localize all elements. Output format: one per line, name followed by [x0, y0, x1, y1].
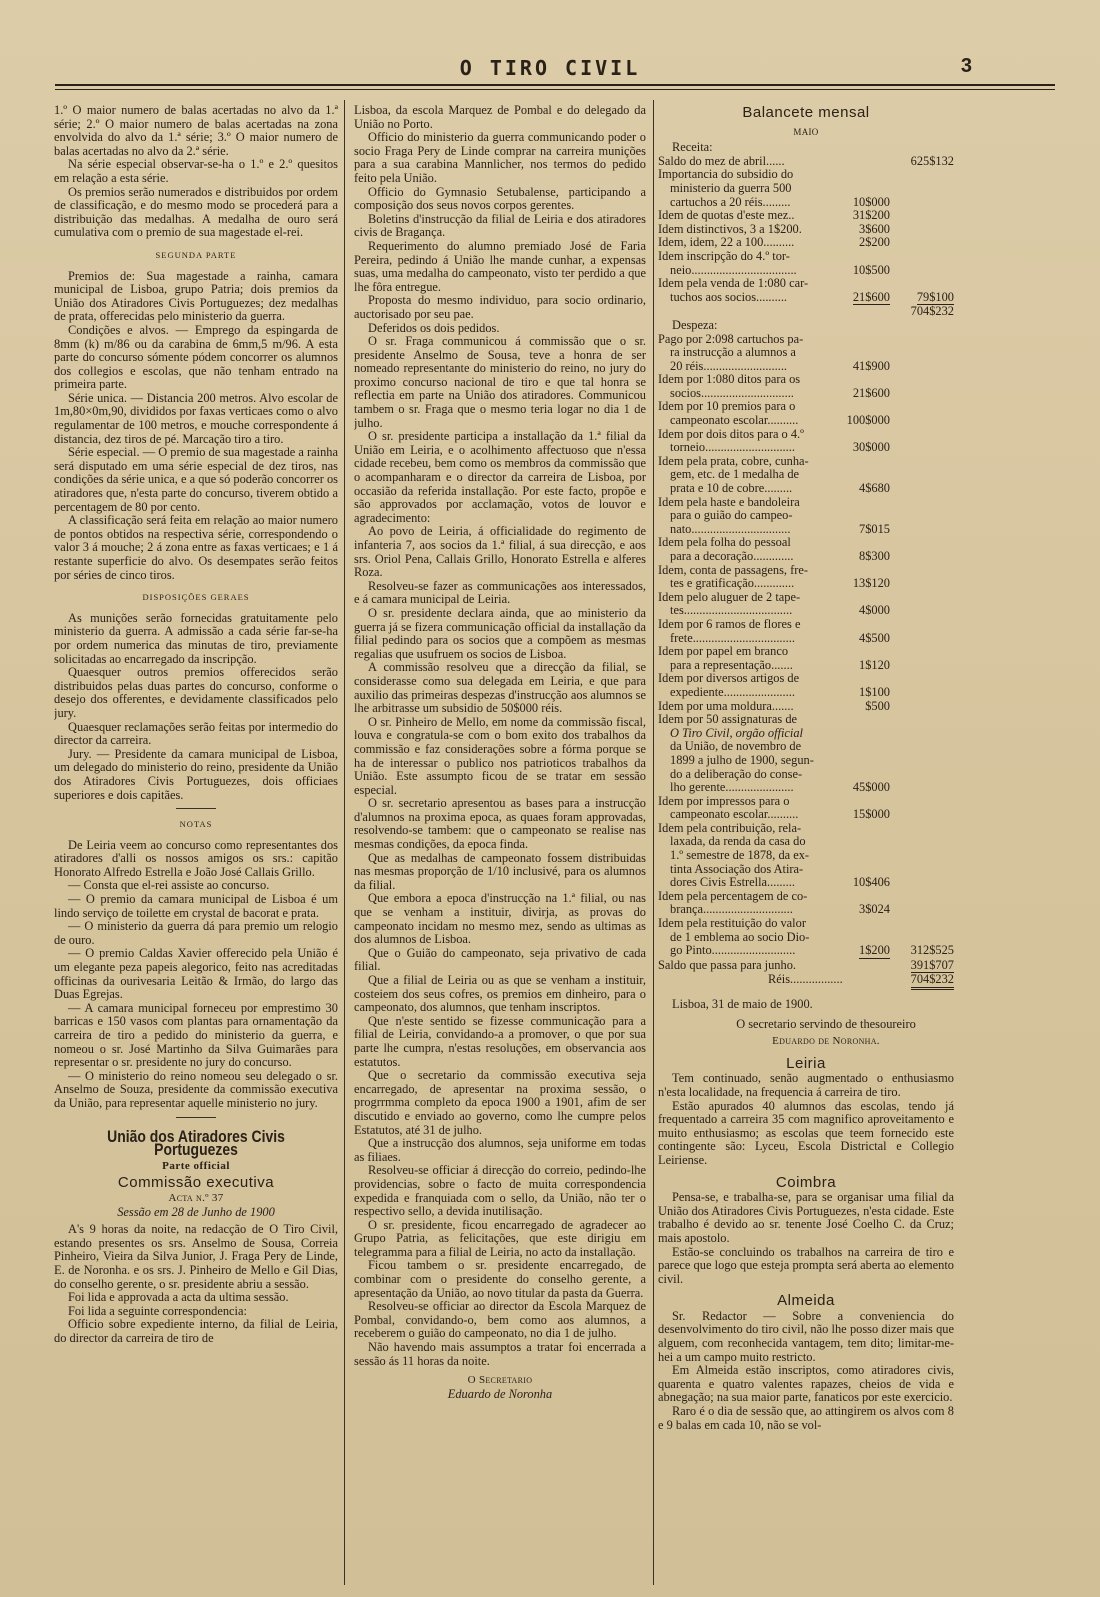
ledger-row: Idem por papel em branco: [658, 645, 789, 659]
paragraph: Officio sobre expediente interno, da filial de Leiria, do director da carreira de tiro de: [54, 1317, 338, 1345]
ledger-row: Idem pela percentagem de co-: [658, 889, 808, 903]
paragraph: — A camara municipal forneceu por emprestimo 30 barricas e 150 vasos com plantas para ornamentação da carreira de tiro a pedido do ministerio da guerra, e nomeou o sr. José Martinho da Silva Guimarães para representar o sr. presidente no jury do concurso.: [54, 1000, 338, 1070]
ledger-row: laxada, da renda da casa do: [670, 835, 806, 849]
ledger-row: para a representação....... 1$120: [670, 657, 890, 672]
ledger-row: Idem por impressos para o: [658, 794, 790, 808]
paragraph: Que a filial de Leiria ou as que se venham a instituir, costeiem dos seus cofres, os premios em dinheiro, para o campeonato, dos alumnos, que tenham inscriptos.: [354, 973, 646, 1015]
divider: [176, 808, 216, 809]
ledger-row: nato................................ 7$015: [670, 521, 890, 536]
acta-number: Acta n.º 37: [168, 1191, 224, 1204]
ledger-row: 1899 a julho de 1900, segun-: [670, 753, 814, 767]
paragraph: Que o Guião do campeonato, seja privativo de cada filial.: [354, 945, 646, 974]
month-heading: MAIO: [793, 126, 819, 137]
paragraph: Resolveu-se officiar ao director da Escola Marquez de Pombal, convidando-o, bem como aos alumnos, a receberem o guião do campeonato, no dia 1 de julho.: [354, 1299, 646, 1341]
paragraph: O sr. presidente, ficou encarregado de agradecer ao Grupo Patria, as felicitações, que este dirigiu em telegramma para a filial de Leiria, no acto da installação.: [354, 1217, 646, 1259]
paragraph: Que as medalhas de campeonato fossem distribuidas nas mesmas proporção de 1/10 inclusivé, para os alumnos da filial.: [354, 850, 646, 892]
ledger-row: expediente....................... 1$100: [670, 684, 890, 699]
ledger-row: para o guião do campeo-: [670, 509, 793, 523]
paragraph: De Leiria veem ao concurso como representantes dos atiradores d'alli os nossos amigos os srs.: capitão Honorato Alfredo Estrella e João José Callais Grillo.: [54, 837, 338, 879]
ledger-row: Idem por uma moldura....... $500: [658, 698, 890, 713]
paragraph: Ficou tambem o sr. presidente encarregado, de combinar com o presidente do conselho gerente, a apresentação da União, ao novo titular da pasta da Guerra.: [354, 1258, 646, 1300]
ledger-row: brança............................. 3$024: [670, 902, 890, 917]
signature-name: Eduardo de Noronha: [447, 1386, 553, 1401]
paragraph: Foi lida e approvada a acta da ultima sessão.: [68, 1290, 289, 1305]
paragraph: Os premios serão numerados e distribuidos por ordem de classificação, e do mesmo modo se procederá para a distribuição das medalhas. A medalha de ouro será cumulativa com o premio de sua magestade el-rei.: [54, 184, 338, 240]
ledger-row: Idem por dois ditos para o 4.º: [658, 427, 804, 441]
section-heading-coimbra: Coimbra: [775, 1173, 837, 1191]
paragraph: O sr. presidente participa a installação da 1.ª filial da União em Leiria, e o acolhimento affectuoso que n'essa cidade recebeu, bem como os membros da commissão que o acompanharam e o director da carreira de Lisboa, por occasião da referida installação. Por este facto, propõe e são approvados por acclamação, votos de louvor e agradecimento:: [354, 429, 646, 525]
paragraph: Resolveu-se fazer as communicações aos interessados, e á camara municipal de Leiria.: [354, 578, 646, 607]
ledger-row: tes e gratificação............. 13$120: [670, 576, 890, 591]
paragraph: Condições e alvos. — Emprego da espingarda de 8mm (k) m/86 ou da carabina de 6mm,5 m/96. A esta parte do concurso sómente pódem concorrer os alumnos dos collegios e escolas, que não tenham entrado na primeira parte.: [54, 322, 338, 392]
ledger-row: da União, de novembro de: [670, 740, 802, 754]
ledger-row: dores Civis Estrella......... 10$406: [670, 875, 890, 890]
paragraph: Requerimento do alumno premiado José de Faria Pereira, pedindo á União lhe mande cunhar, a expensas suas, uma medalha do campeonato, visto ter perdido a que lhe fôra entregue.: [354, 238, 646, 294]
ledger-row: Idem pela venda de 1:080 car-: [658, 277, 809, 291]
paragraph: Tem continuado, senão augmentado o enthusiasmo n'esta localidade, na frequencia á carreira de tiro.: [658, 1071, 954, 1099]
ledger-row: Idem por diversos artigos de: [658, 672, 800, 686]
paragraph: — O premio Caldas Xavier offerecido pela União é um elegante peza papeis alegorico, feito nas acreditadas officinas da ourivesaria Leitão & Irmão, do largo das Duas Egrejas.: [54, 946, 338, 1002]
ledger-row: ministerio da guerra 500: [670, 181, 792, 195]
divider: [176, 1117, 216, 1118]
ledger-row: gem, etc. de 1 medalha de: [670, 468, 800, 482]
treasurer-line: O secretario servindo de thesoureiro: [736, 1016, 916, 1031]
ledger-row: tuchos aos socios.......... 21$600 79$100: [670, 289, 954, 304]
paragraph: Foi lida a seguinte correspondencia:: [68, 1303, 247, 1318]
paragraph: Em Almeida estão inscriptos, como atiradores civis, quarenta e quatro valentes rapazes, cheios de vida e abnegação; na sua maior parte, fanaticos por este exercicio.: [658, 1363, 954, 1405]
ledger-row: lho gerente...................... 45$000: [670, 780, 890, 795]
ledger-row: neio.................................. 10$500: [670, 262, 890, 277]
signature-title: O Secretario: [467, 1374, 533, 1387]
ledger-row: 1.º semestre de 1878, da ex-: [670, 849, 810, 863]
paragraph: 1.º O maior numero de balas acertadas no alvo da 1.ª série; 2.º O maior numero de balas acertadas na zona envolvida do alvo da 1.ª série; 3.º O maior numero de balas acertadas no alvo da 2.ª série.: [54, 104, 338, 158]
ledger-row: Importancia do subsidio do: [658, 168, 794, 182]
paragraph: Pensa-se, e trabalha-se, para se organisar uma filial da União dos Atiradores Civis Portuguezes, n'esta cidade. Este trabalho é devido ao sr. tenente José Coelho C. da Cruz; mais apostolo.: [658, 1190, 954, 1245]
paragraph: Não havendo mais assumptos a tratar foi encerrada a sessão ás 11 horas da noite.: [354, 1340, 646, 1368]
section-heading: DISPOSIÇÕES GERAES: [142, 592, 250, 603]
header-rule-thin: [55, 89, 1055, 90]
paragraph: Raro é o dia de sessão que, ao attingirem os alvos com 8 e 9 balas em cada 10, não se vol-: [658, 1404, 954, 1432]
section-heading-almeida: Almeida: [777, 1292, 835, 1310]
paragraph: Officio do ministerio da guerra communicando poder o socio Fraga Pery de Linde comprar na carreira munições para a sua carabina Mannlicher, nos termos do pedido feito pela União.: [354, 130, 646, 185]
paragraph: Premios de: Sua magestade a rainha, camara municipal de Lisboa, grupo Patria; dois premios da União dos Atiradores Civis Portuguezes; dez medalhas de prata, offerecidas pelo ministerio da guerra.: [54, 268, 338, 324]
ledger-row: Idem pela folha do pessoal: [658, 536, 791, 550]
paragraph: Officio do Gymnasio Setubalense, participando a composição dos seus novos corpos gerentes.: [354, 184, 646, 213]
paragraph: Que o secretario da commissão executiva seja encarregado, de apresentar na proxima sessão, o progrrmma completo da epoca 1900 a 1901, afim de ser discutido e enviado ao governo, como lhe cumpre pelos Estatutos, até 31 de julho.: [354, 1068, 646, 1137]
paragraph: O sr. secretario apresentou as bases para a instrucção d'alumnos na proxima epoca, as quaes foram approvadas, resolvendo-se tambem: que o campeonato se realise nas mesmas condições, da epoca finda.: [354, 796, 646, 852]
section-heading-leiria: Leiria: [786, 1054, 826, 1072]
ledger-row: cartuchos a 20 réis......... 10$000: [670, 194, 890, 209]
ledger-row: Idem pela haste e bandoleira: [658, 495, 800, 509]
balancete-heading: Balancete mensal: [742, 104, 870, 121]
column-2: [354, 104, 646, 1584]
paragraph: O sr. Fraga communicou á commissão que o sr. presidente Anselmo de Sousa, teve a honra de ser nomeado representante do ministerio do reino, no jury do proximo concurso nacional de tiro e que tal honra se reflectia em parte na União dos atiradores. Communicou tambem o sr. Fraga que o mesmo teria logar no dia 1 de julho.: [354, 334, 646, 430]
ledger-row: para a decoração............. 8$300: [670, 549, 890, 563]
paragraph: — O ministerio do reino nomeou seu delegado o sr. Anselmo de Souza, presidente da commissão executiva da União, para representar aquelle ministerio no jury.: [54, 1068, 338, 1110]
column-divider: [344, 100, 345, 1585]
ledger-row: Idem inscripção do 4.º tor-: [658, 249, 790, 263]
ledger-row: Idem pelo aluguer de 2 tape-: [658, 590, 801, 604]
paragraph: Boletins d'instrucção da filial de Leiria e dos atiradores civis de Bragança.: [354, 211, 646, 240]
paragraph: Jury. — Presidente da camara municipal de Lisboa, um delegado do ministerio do reino, presidente da União dos Atiradores Civis Portuguezes, dois officiaes superiores e dois capitães.: [54, 746, 338, 802]
despeza-label: Despeza:: [672, 317, 718, 332]
paragraph: Estão apurados 40 alumnos das escolas, tendo já frequentado a carreira 35 com magnifico aproveitamento e muito enthusiasmo; as escolas que teem fornecido este contingente são: Lyceu, Escola Districtal e Collegio Leiriense.: [658, 1098, 954, 1167]
ledger-row: torneio............................. 30$000: [670, 440, 890, 455]
ledger-row: do a deliberação do conse-: [670, 767, 803, 781]
ledger-row: Idem por 6 ramos de flores e: [658, 617, 801, 631]
ledger-row: O Tiro Civil, orgão official: [670, 726, 803, 740]
column-3: [658, 104, 954, 1584]
ledger-row: Idem, idem, 22 a 100.......... 2$200: [658, 235, 890, 250]
paragraph: Estão-se concluindo os trabalhos na carreira de tiro e parece que logo que esteja prompta será aberta ao elemento civil.: [658, 1244, 954, 1286]
ledger-row: ra instrucção a alumnos a: [670, 346, 796, 360]
paragraph: Quaesquer reclamações serão feitas por intermedio do director da carreira.: [54, 719, 338, 748]
paragraph: Lisboa, da escola Marquez de Pombal e do delegado da União no Porto.: [354, 104, 646, 131]
ledger-row: Idem por 1:080 ditos para os: [658, 373, 801, 387]
ledger-row: socios.............................. 21$600: [670, 385, 890, 400]
ledger-row: frete................................. 4$500: [670, 630, 890, 645]
column-divider: [653, 100, 654, 1585]
ledger-row: 20 réis........................... 41$900: [670, 358, 890, 373]
treasurer-name: Eduardo de Noronha.: [772, 1035, 880, 1048]
ledger-row: Idem pela contribuição, rela-: [658, 821, 802, 835]
paragraph: — Consta que el-rei assiste ao concurso.: [68, 878, 270, 893]
header-rule: [55, 84, 1055, 86]
paragraph: Proposta do mesmo individuo, para socio ordinario, auctorisado por seu pae.: [354, 293, 646, 321]
column-1: [54, 104, 338, 1584]
ledger-row: go Pinto........................... 1$200 312$525: [670, 943, 954, 958]
ledger-row: Saldo do mez de abril...... 625$132: [658, 153, 954, 168]
paragraph: A's 9 horas da noite, na redacção de O Tiro Civil, estando presentes os srs. Anselmo de Sousa, Correia Pinheiro, Vieira da Silva Junior, J. Fraga Pery de Linde, E. de Noronha. e os srs. J. Pinheiro de Mello e Gil Dias, do conselho gerente, o sr. presidente abriu a sessão.: [54, 1222, 338, 1291]
article-subheading: Commissão executiva: [117, 1174, 275, 1192]
paragraph: — O premio da camara municipal de Lisboa é um lindo serviço de toilette em crystal de bacorat e prata.: [54, 892, 338, 920]
ledger-row: Idem por 10 premios para o: [658, 400, 796, 414]
article-subheading: Parte official: [162, 1159, 230, 1172]
section-heading: SEGUNDA PARTE: [155, 249, 237, 260]
paragraph: Que n'este sentido se fizesse communicação para a filial de Leiria, convidando-a a promover, o que por sua parte lhe cumpra, n'estas resoluções, em observancia aos estatutos.: [354, 1013, 646, 1069]
paragraph: A classificação será feita em relação ao maior numero de pontos obtidos na respectiva série, correspondendo o valor 3 á mouche; 2 á zona entre as faxas verticaes; e 1 á restante superficie do alvo. Os desempates serão feitos por séries de cinco tiros.: [54, 513, 338, 582]
section-heading: NOTAS: [179, 819, 213, 830]
ledger-row: tinta Associação dos Atira-: [670, 862, 804, 876]
ledger-row: Idem pela prata, cobre, cunha-: [658, 454, 809, 468]
newspaper-title: O TIRO CIVIL: [459, 56, 641, 80]
ledger-row: Idem de quotas d'este mez.. 31$200: [658, 208, 890, 223]
ledger-row: Réis................. 704$232: [658, 973, 954, 990]
receita-label: Receita:: [672, 140, 713, 155]
article-heading: União dos Atiradores Civis Portuguezes: [107, 1126, 285, 1160]
ledger-row: Idem pela restituição do valor: [658, 917, 806, 931]
ledger-row: Idem, conta de passagens, fre-: [658, 563, 809, 577]
paragraph: Quaesquer outros premios offerecidos serão distribuidos pelas duas partes do concurso, conforme o desejo dos offerentes, e devidamente classificados pelo jury.: [54, 665, 338, 720]
paragraph: Ao povo de Leiria, á officialidade do regimento de infanteria 7, aos socios da 1.ª filial, á sua direcção, e aos srs. Oriol Pena, Callais Grillo, Honorato Estrella e alferes Roza.: [354, 524, 646, 580]
paragraph: O sr. presidente declara ainda, que ao ministerio da guerra já se fizera communicação official da installação da filial pedindo para os socios que a compõem as mesmas regalias que usufruem os socios de Lisboa.: [354, 605, 646, 661]
page-number: 3: [960, 55, 972, 77]
paragraph: Na série especial observar-se-ha o 1.º e 2.º quesitos em relação a esta série.: [54, 157, 338, 185]
session-date: Sessão em 28 de Junho de 1900: [117, 1204, 275, 1219]
ledger-row: Idem distinctivos, 3 a 1$200. 3$600: [658, 221, 890, 236]
ledger-date: Lisboa, 31 de maio de 1900.: [672, 997, 813, 1011]
paragraph: Que a instrucção dos alumnos, seja uniforme em todas as filiaes.: [354, 1136, 646, 1164]
ledger-row: Idem por 50 assignaturas de: [658, 713, 798, 727]
paragraph: As munições serão fornecidas gratuitamente pelo ministerio da guerra. A admissão a cada série far-se-ha por ordem numerica das minutas de tiro, previamente solicitadas ao encarregado da inscripção.: [54, 610, 338, 666]
paragraph: Deferidos os dois pedidos.: [368, 320, 500, 335]
ledger-row: de 1 emblema ao socio Dio-: [670, 930, 810, 944]
paragraph: Resolveu-se officiar á direcção do correio, pedindo-lhe providencias, sobre o facto de muita correspondencia expedida e franquiada com o sello, da União, não ter o respectivo sello, a devida inutilisação.: [354, 1163, 646, 1219]
paragraph: Série especial. — O premio de sua magestade a rainha será disputado em uma série especial de dez tiros, nas condições da série unica, e a que só poderão concorrer os atiradores que, n'esta parte do concurso, tiverem obtido a percentagem de 80 por cento.: [54, 445, 338, 514]
ledger-row: Saldo que passa para junho. 391$707: [658, 957, 954, 972]
paragraph: Que embora a epoca d'instrucção na 1.ª filial, ou nas que se venham a instituir, divirja, as provas do campeonato incidam no mesmo mez, sendo as ultimas as dos alumnos de Lisboa.: [354, 891, 646, 947]
paragraph: O sr. Pinheiro de Mello, em nome da commissão fiscal, louva e congratula-se com o bom exito dos trabalhos da commissão e faz considerações sobre a fórma porque se ha de interessar o publico nos patrioticos trabalhos da União. Este assumpto ficou de se tratar em sessão especial.: [354, 714, 646, 797]
paragraph: A commissão resolveu que a direcção da filial, se considerasse como sua delegada em Leiria, e que para auxilio das primeiras despezas d'instrucção aos alumnos se lhe arbitrasse um subsidio de 50$000 réis.: [354, 660, 646, 716]
ledger-row: campeonato escolar.......... 100$000: [670, 413, 890, 428]
paragraph: Sr. Redactor — Sobre a conveniencia do desenvolvimento do tiro civil, não lhe posso dizer mais que alguem, com reconhecida vantagem, tem dito; limitar-me-hei a um campo muito restricto.: [658, 1308, 954, 1364]
paragraph: Série unica. — Distancia 200 metros. Alvo escolar de 1m,80×0m,90, divididos por faxas verticaes como o alvo regulamentar de 100 metros, e mouche correspondente á distancia, dez tiros de pé. Marcação tiro a tiro.: [54, 390, 338, 446]
paragraph: — O ministerio da guerra dá para premio um relogio de ouro.: [54, 919, 338, 947]
ledger-row: prata e 10 de cobre......... 4$680: [670, 481, 890, 496]
ledger-row: tes................................... 4$000: [670, 603, 890, 618]
ledger-row: campeonato escolar.......... 15$000: [670, 807, 890, 822]
ledger-row: Pago por 2:098 cartuchos pa-: [658, 332, 804, 346]
ledger-row: 704$232: [910, 304, 954, 319]
